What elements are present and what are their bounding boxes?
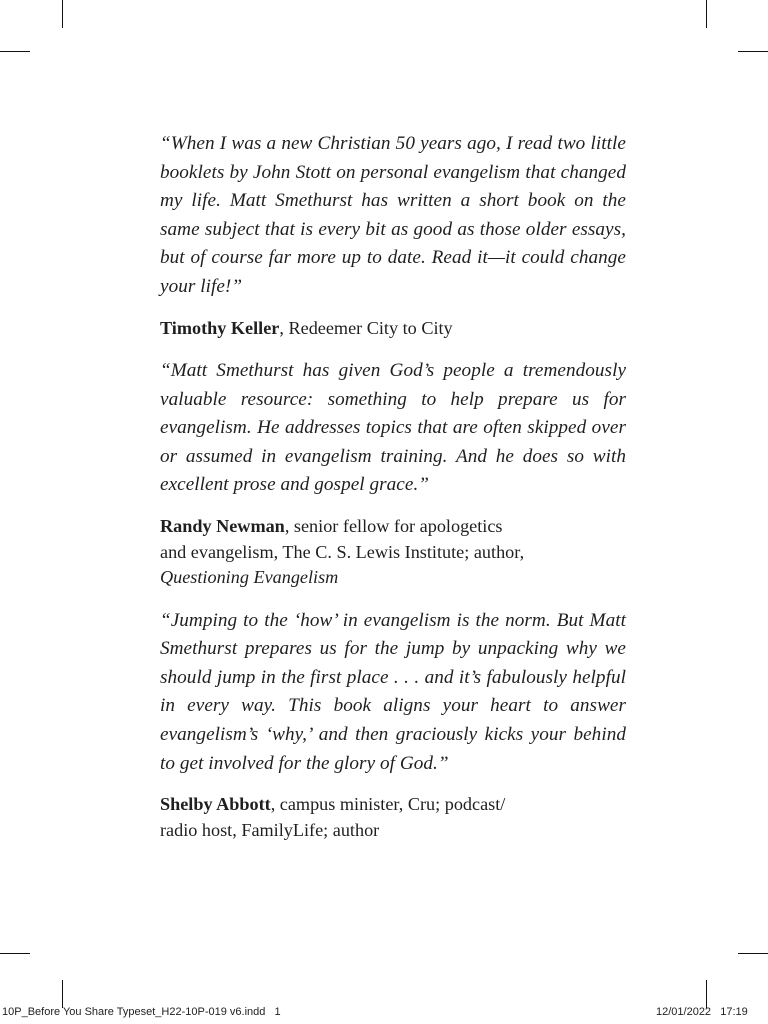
quote-line: But Matt Smethurst prepares us for the jump by [160,609,626,660]
quote-line: prepare us for evangelism. He addresses topics that are [160,388,626,439]
endorser-name: Randy Newman [160,516,285,537]
quote-line: “Matt Smethurst has given God’s people a [160,360,514,382]
endorsement-abbott [160,607,626,844]
endorser-affiliation: , Redeemer City to City [279,317,453,338]
crop-mark-top-left-vertical [62,0,63,28]
quote-line: good as those older essays, but of course far more up [160,218,626,269]
book-title: Questioning Evangelism [160,567,339,588]
crop-mark-bottom-right-horizontal [738,953,768,954]
endorser-affiliation: , campus minister, Cru; podcast/ [270,794,506,815]
slug-file-info: 10P_Before You Share Typeset_H22-10P-019 v6.indd 1 [2,1006,281,1018]
quote-line: “When I was a new Christian 50 years ago, I read two [160,133,586,154]
quote-line: and it’s fabulously helpful in every way. This book [160,666,626,717]
endorsement-keller [160,130,626,341]
endorsement-attribution [160,316,626,342]
endorsement-attribution [160,514,626,591]
quote-line: to date. Read it—it could change your life!” [160,247,626,297]
quote-line: then graciously kicks your behind to get involved for [160,723,626,774]
quote-line: little booklets by John Stott on personal evangelism [160,133,626,183]
endorser-affiliation: , senior fellow for apologetics [284,516,503,537]
quote-line: aligns your heart to answer evangelism’s ‘why,’ and [160,695,626,745]
crop-mark-top-left-horizontal [0,51,30,52]
quote-line: the glory of God.” [305,752,449,774]
endorser-name: Timothy Keller [160,317,280,338]
endorsement-quote [160,607,626,779]
quote-line: And he does so with excellent prose and gospel grace.” [160,445,626,496]
crop-mark-bottom-left-vertical [62,980,63,1008]
crop-mark-bottom-left-horizontal [0,953,30,954]
quote-line: “Jumping to the ‘how’ in evangelism is the norm. [160,609,551,631]
endorsements-page [160,130,626,843]
endorsement-quote [160,130,626,302]
crop-mark-bottom-right-vertical [706,980,707,1008]
endorser-name: Shelby Abbott [160,794,271,815]
quote-line: that changed my life. Matt Smethurst has written a [160,161,626,212]
endorsement-newman [160,357,626,590]
endorsement-quote [160,357,626,500]
quote-line: tremendously valuable resource: something to help [160,360,627,410]
quote-line: often skipped over or assumed in evangelism training. [160,417,626,467]
endorsement-attribution [160,792,626,843]
quote-line: short book on the same subject that is every bit as [160,190,626,240]
slug-timestamp: 12/01/2022 17:19 [656,1006,748,1018]
crop-mark-top-right-vertical [706,0,707,28]
crop-mark-top-right-horizontal [738,51,768,52]
quote-line: unpacking why we should jump in the first place . . . [160,638,626,688]
endorser-affiliation: and evangelism, The C. S. Lewis Institute; author, [160,541,525,562]
endorser-affiliation: radio host, FamilyLife; author [160,819,380,840]
